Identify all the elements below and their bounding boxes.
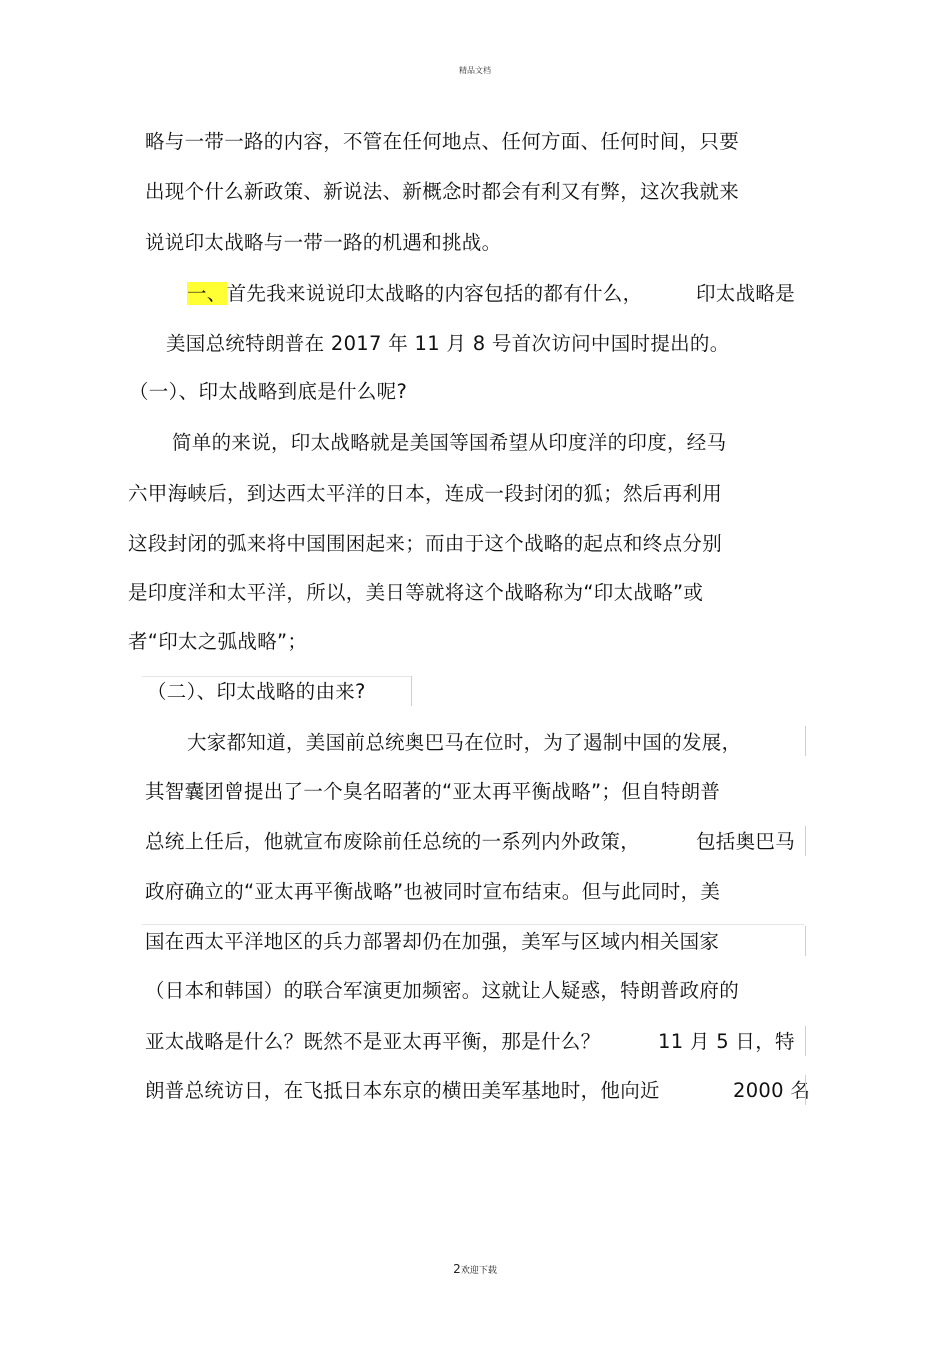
paragraph-line: 是印度洋和太平洋，所以，美日等就将这个战略称为“印太战略”或 [128,581,704,604]
page-footer [0,1262,950,1276]
paragraph-line: 政府确立的“亚太再平衡战略”也被同时宣布结束。但与此同时，美 [145,880,721,903]
footer-text: 欢迎下载 [460,1266,497,1276]
page-header: 精品文档 [459,66,491,75]
table-border [805,726,806,756]
paragraph-line: 说说印太战略与一带一路的机遇和挑战。 [145,231,502,254]
paragraph-line: 朗普总统访日，在飞抵日本东京的横田美军基地时，他向近 [145,1079,660,1102]
table-border [805,1026,806,1056]
paragraph-line: 者“印太之弧战略”； [128,630,308,653]
subheading-2: （二）、印太战略的由来? [147,680,366,703]
paragraph-line: 简单的来说，印太战略就是美国等国希望从印度洋的印度，经马 [172,431,727,454]
paragraph-line: 出现个什么新政策、新说法、新概念时都会有利又有弊，这次我就来 [145,180,740,203]
paragraph-line-tail: 2000 名 [733,1079,811,1102]
table-border [805,1075,806,1105]
table-rule [142,924,804,925]
paragraph-line: （日本和韩国）的联合军演更加频密。这就让人疑惑，特朗普政府的 [145,979,740,1002]
subheading-1: （一）、印太战略到底是什么呢? [129,380,408,403]
paragraph-line-tail: 包括奥巴马 [696,830,796,853]
paragraph-line: 其智囊团曾提出了一个臭名昭著的“亚太再平衡战略”；但自特朗普 [145,780,721,803]
section-text-tail: 印太战略是 [696,282,796,305]
section-text: 首先我来说说印太战略的内容包括的都有什么， [226,282,643,305]
page-number: 2 [453,1262,461,1276]
paragraph-line: 亚太战略是什么？既然不是亚太再平衡，那是什么？ [145,1030,601,1053]
section-marker: 一、 [187,282,227,305]
table-rule [142,676,412,677]
paragraph-line: 这段封闭的弧来将中国围困起来；而由于这个战略的起点和终点分别 [128,532,723,555]
paragraph-line: 总统上任后，他就宣布废除前任总统的一系列内外政策， [145,830,641,853]
table-border [805,926,806,956]
paragraph-line: 六甲海峡后，到达西太平洋的日本，连成一段封闭的狐；然后再利用 [128,482,723,505]
paragraph-line-tail: 11 月 5 日，特 [658,1030,795,1053]
paragraph-line: 略与一带一路的内容，不管在任何地点、任何方面、任何时间，只要 [145,130,740,153]
paragraph-line: 大家都知道，美国前总统奥巴马在位时，为了遏制中国的发展， [187,731,742,754]
section-line: 美国总统特朗普在 2017 年 11 月 8 号首次访问中国时提出的。 [166,332,730,355]
table-border [805,826,806,856]
section-heading-line [187,280,642,308]
paragraph-line: 国在西太平洋地区的兵力部署却仍在加强，美军与区域内相关国家 [145,930,720,953]
table-border [411,676,412,706]
